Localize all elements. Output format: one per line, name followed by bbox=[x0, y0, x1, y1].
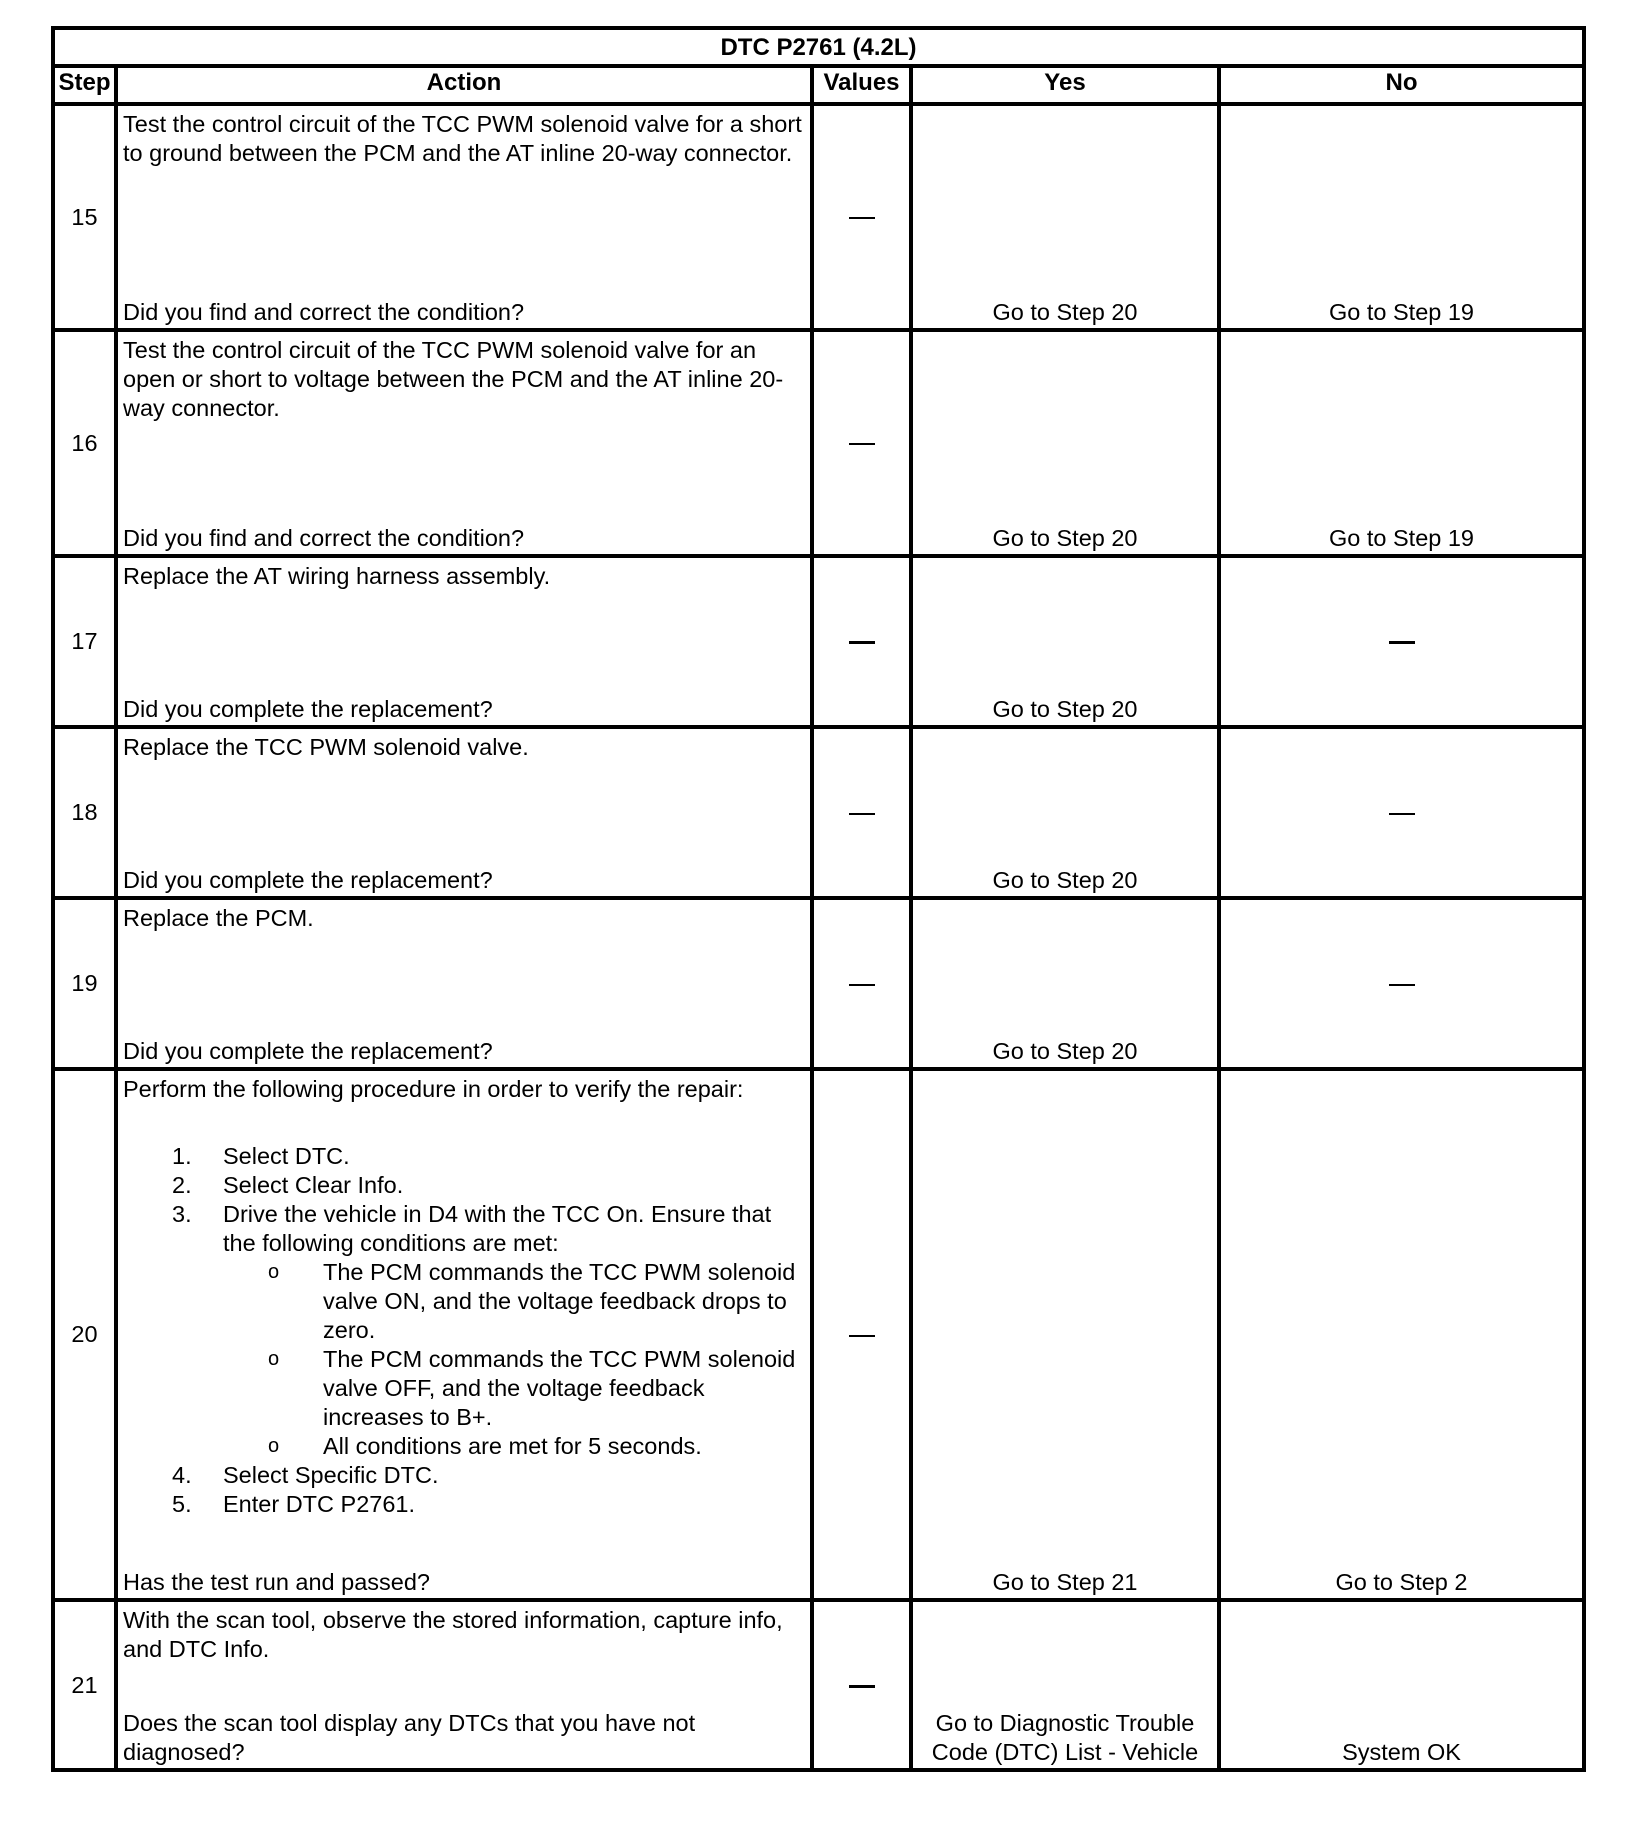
yes-text: Go to Step 20 bbox=[992, 1038, 1138, 1064]
dash-mark bbox=[849, 1335, 875, 1337]
yes-cell bbox=[911, 330, 1219, 556]
procedure-step bbox=[123, 1171, 802, 1200]
yes-cell bbox=[911, 104, 1219, 330]
no-text: Go to Step 2 bbox=[1335, 1569, 1468, 1595]
condition-item bbox=[123, 1345, 802, 1432]
no-cell bbox=[1219, 330, 1584, 556]
header-yes: Yes bbox=[911, 66, 1219, 104]
no-cell bbox=[1219, 727, 1584, 898]
yes-cell bbox=[911, 1600, 1219, 1770]
yes-cell bbox=[911, 556, 1219, 727]
procedure-step-number: 4. bbox=[172, 1462, 192, 1488]
action-text: Replace the AT wiring harness assembly. bbox=[123, 563, 551, 589]
action-text: Test the control circuit of the TCC PWM solenoid valve for an open or short to voltage between the PCM and the AT inline 20-way connector. bbox=[123, 337, 784, 421]
header-action: Action bbox=[116, 66, 812, 104]
yes-cell bbox=[911, 1069, 1219, 1600]
action-question: Did you find and correct the condition? bbox=[123, 525, 525, 551]
condition-text: All conditions are met for 5 seconds. bbox=[323, 1433, 702, 1459]
procedure-step-number: 5. bbox=[172, 1491, 192, 1517]
header-row bbox=[53, 66, 1584, 104]
table-row-step-17 bbox=[53, 556, 1584, 727]
values-cell bbox=[812, 1069, 911, 1600]
step-number: 19 bbox=[53, 898, 116, 1069]
values-cell bbox=[812, 1600, 911, 1770]
dash-mark bbox=[1389, 984, 1415, 986]
header-values: Values bbox=[812, 66, 911, 104]
action-question: Did you complete the replacement? bbox=[123, 696, 493, 722]
step-number: 21 bbox=[53, 1600, 116, 1770]
values-cell bbox=[812, 727, 911, 898]
bullet-icon: o bbox=[268, 1348, 280, 1370]
procedure-step-number: 1. bbox=[172, 1143, 192, 1169]
values-cell bbox=[812, 104, 911, 330]
bullet-icon: o bbox=[268, 1435, 280, 1457]
action-cell bbox=[116, 727, 812, 898]
procedure-step-text: Drive the vehicle in D4 with the TCC On. Ensure that the following conditions are met: bbox=[223, 1201, 772, 1256]
yes-cell bbox=[911, 727, 1219, 898]
table-row-step-18 bbox=[53, 727, 1584, 898]
header-no: No bbox=[1219, 66, 1584, 104]
action-cell bbox=[116, 1069, 812, 1600]
dash-mark bbox=[849, 984, 875, 986]
no-text: System OK bbox=[1342, 1739, 1461, 1765]
yes-text: Go to Step 20 bbox=[992, 867, 1138, 893]
step-number: 20 bbox=[53, 1069, 116, 1600]
step-number: 17 bbox=[53, 556, 116, 727]
no-cell bbox=[1219, 1069, 1584, 1600]
dash-mark bbox=[1389, 813, 1415, 815]
yes-text: Go to Step 20 bbox=[992, 696, 1138, 722]
values-cell bbox=[812, 898, 911, 1069]
bullet-icon: o bbox=[268, 1261, 280, 1283]
values-cell bbox=[812, 556, 911, 727]
dash-mark bbox=[849, 641, 875, 644]
title-row bbox=[53, 28, 1584, 66]
conditions-list bbox=[223, 1258, 802, 1461]
table-row-step-16 bbox=[53, 330, 1584, 556]
dash-mark bbox=[1389, 641, 1415, 644]
action-cell bbox=[116, 898, 812, 1069]
action-question: Has the test run and passed? bbox=[123, 1569, 431, 1595]
action-text: Replace the PCM. bbox=[123, 905, 314, 931]
no-cell bbox=[1219, 898, 1584, 1069]
table-row-step-21 bbox=[53, 1600, 1584, 1770]
dash-mark bbox=[849, 813, 875, 815]
action-cell bbox=[116, 1600, 812, 1770]
yes-text: Go to Step 21 bbox=[992, 1569, 1138, 1595]
condition-text: The PCM commands the TCC PWM solenoid valve OFF, and the voltage feedback increases to B+. bbox=[323, 1346, 796, 1430]
procedure-step bbox=[123, 1461, 802, 1490]
table-row-step-20 bbox=[53, 1069, 1584, 1600]
step-number: 18 bbox=[53, 727, 116, 898]
dtc-table bbox=[51, 26, 1586, 1772]
table-row-step-15 bbox=[53, 104, 1584, 330]
procedure-step bbox=[123, 1200, 802, 1461]
action-text: With the scan tool, observe the stored information, capture info, and DTC Info. bbox=[123, 1607, 783, 1662]
no-cell bbox=[1219, 1600, 1584, 1770]
step-number: 15 bbox=[53, 104, 116, 330]
no-text: Go to Step 19 bbox=[1328, 525, 1475, 551]
table-row-step-19 bbox=[53, 898, 1584, 1069]
condition-text: The PCM commands the TCC PWM solenoid valve ON, and the voltage feedback drops to zero. bbox=[323, 1259, 796, 1343]
procedure-step bbox=[123, 1142, 802, 1171]
procedure-step-text: Select Specific DTC. bbox=[223, 1462, 439, 1488]
procedure-step-number: 2. bbox=[172, 1172, 192, 1198]
no-cell bbox=[1219, 104, 1584, 330]
action-question: Does the scan tool display any DTCs that you have not diagnosed? bbox=[123, 1710, 696, 1765]
dash-mark bbox=[849, 1685, 875, 1688]
dash-mark bbox=[849, 217, 875, 219]
procedure-step-text: Select Clear Info. bbox=[223, 1172, 404, 1198]
procedure-step-text: Enter DTC P2761. bbox=[223, 1491, 416, 1517]
action-text: Perform the following procedure in order to verify the repair: bbox=[123, 1076, 744, 1102]
no-cell bbox=[1219, 556, 1584, 727]
procedure-step-number: 3. bbox=[172, 1201, 192, 1227]
action-question: Did you complete the replacement? bbox=[123, 1038, 493, 1064]
condition-item bbox=[123, 1258, 802, 1345]
yes-cell bbox=[911, 898, 1219, 1069]
procedure-step-text: Select DTC. bbox=[223, 1143, 350, 1169]
yes-text: Go to Step 20 bbox=[992, 299, 1138, 325]
action-text: Test the control circuit of the TCC PWM solenoid valve for a short to ground between the PCM and the AT inline 20-way connector. bbox=[123, 111, 802, 166]
action-question: Did you complete the replacement? bbox=[123, 867, 493, 893]
action-cell bbox=[116, 556, 812, 727]
procedure-step bbox=[123, 1490, 802, 1519]
action-cell bbox=[116, 330, 812, 556]
procedure-block bbox=[123, 1071, 802, 1519]
yes-text: Go to Step 20 bbox=[992, 525, 1138, 551]
dash-mark bbox=[849, 443, 875, 445]
no-text: Go to Step 19 bbox=[1328, 299, 1475, 325]
action-question: Did you find and correct the condition? bbox=[123, 299, 525, 325]
table-title: DTC P2761 (4.2L) bbox=[53, 28, 1584, 66]
header-step: Step bbox=[53, 66, 116, 104]
action-cell bbox=[116, 104, 812, 330]
values-cell bbox=[812, 330, 911, 556]
procedure-list bbox=[123, 1142, 802, 1519]
step-number: 16 bbox=[53, 330, 116, 556]
condition-item bbox=[123, 1432, 802, 1461]
yes-text: Go to Diagnostic Trouble Code (DTC) List - Vehicle bbox=[931, 1710, 1199, 1765]
action-text: Replace the TCC PWM solenoid valve. bbox=[123, 734, 529, 760]
